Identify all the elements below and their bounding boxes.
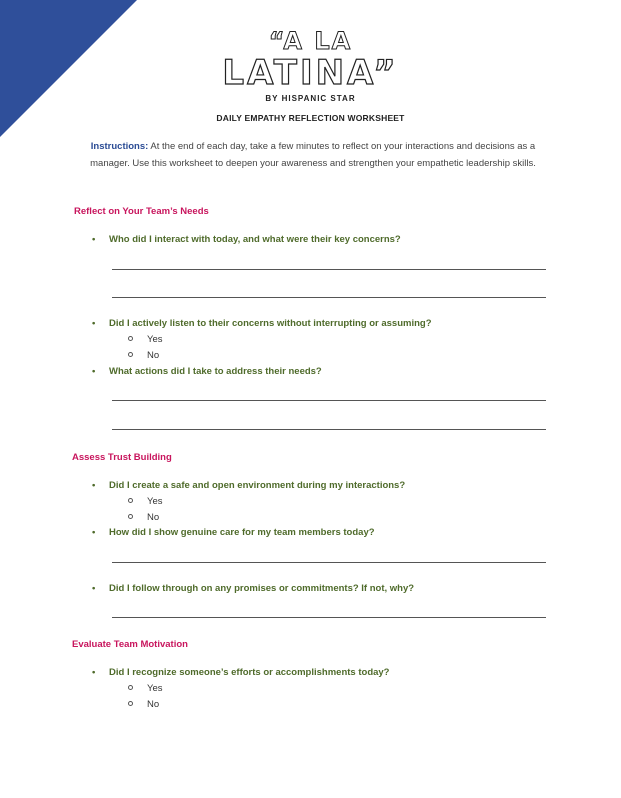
- logo-byline: BY HISPANIC STAR: [265, 94, 356, 103]
- question-text: Did I follow through on any promises or commitments? If not, why?: [109, 583, 415, 594]
- circle-bullet-icon: [128, 514, 133, 519]
- option-yes[interactable]: [128, 496, 163, 507]
- instructions: [80, 138, 546, 172]
- instructions-label: Instructions:: [90, 141, 149, 152]
- section-heading-trust-building: Assess Trust Building: [72, 452, 172, 463]
- bullet-icon: •: [92, 480, 96, 491]
- question-text: How did I show genuine care for my team members today?: [109, 527, 375, 538]
- bullet-icon: •: [92, 583, 96, 594]
- option-no[interactable]: [128, 699, 159, 710]
- question-text: Who did I interact with today, and what were their key concerns?: [109, 234, 401, 245]
- answer-line[interactable]: [112, 400, 546, 401]
- circle-bullet-icon: [128, 685, 133, 690]
- logo: [0, 26, 621, 103]
- question-text: Did I create a safe and open environment during my interactions?: [109, 480, 406, 491]
- question-text: What actions did I take to address their needs?: [109, 366, 322, 377]
- question-interactions: [92, 234, 401, 245]
- bullet-icon: •: [92, 667, 96, 678]
- option-yes[interactable]: [128, 334, 163, 345]
- option-no[interactable]: [128, 512, 159, 523]
- option-label: Yes: [147, 683, 163, 694]
- option-label: No: [147, 350, 160, 361]
- answer-line[interactable]: [112, 562, 546, 563]
- question-follow-through: [92, 583, 414, 594]
- question-safe-environment: [92, 480, 405, 491]
- answer-line[interactable]: [112, 297, 546, 298]
- question-recognize-efforts: [92, 667, 390, 678]
- question-active-listening: [92, 318, 432, 329]
- question-genuine-care: [92, 527, 375, 538]
- question-actions: [92, 366, 322, 377]
- bullet-icon: •: [92, 366, 96, 377]
- bullet-icon: •: [92, 318, 96, 329]
- option-label: No: [147, 512, 160, 523]
- option-label: No: [147, 699, 160, 710]
- question-text: Did I actively listen to their concerns without interrupting or assuming?: [109, 318, 432, 329]
- bullet-icon: •: [92, 234, 96, 245]
- question-text: Did I recognize someone’s efforts or accomplishments today?: [109, 667, 390, 678]
- circle-bullet-icon: [128, 701, 133, 706]
- section-heading-team-motivation: Evaluate Team Motivation: [72, 639, 188, 650]
- logo-line-2: LATINA”: [222, 53, 399, 93]
- logo-line-1: “A LA: [268, 27, 353, 55]
- answer-line[interactable]: [112, 617, 546, 618]
- option-no[interactable]: [128, 350, 159, 361]
- option-yes[interactable]: [128, 683, 163, 694]
- answer-line[interactable]: [112, 269, 546, 270]
- circle-bullet-icon: [128, 498, 133, 503]
- answer-line[interactable]: [112, 429, 546, 430]
- circle-bullet-icon: [128, 352, 133, 357]
- option-label: Yes: [147, 334, 163, 345]
- circle-bullet-icon: [128, 336, 133, 341]
- worksheet-title: DAILY EMPATHY REFLECTION WORKSHEET: [216, 113, 405, 123]
- option-label: Yes: [147, 496, 163, 507]
- instructions-text: At the end of each day, take a few minutes to reflect on your interactions and decisions as a manager. Use this worksheet to deepen your awareness and strengthen your empathetic leadership skills.: [90, 141, 536, 169]
- bullet-icon: •: [92, 527, 96, 538]
- section-heading-team-needs: Reflect on Your Team’s Needs: [74, 206, 209, 217]
